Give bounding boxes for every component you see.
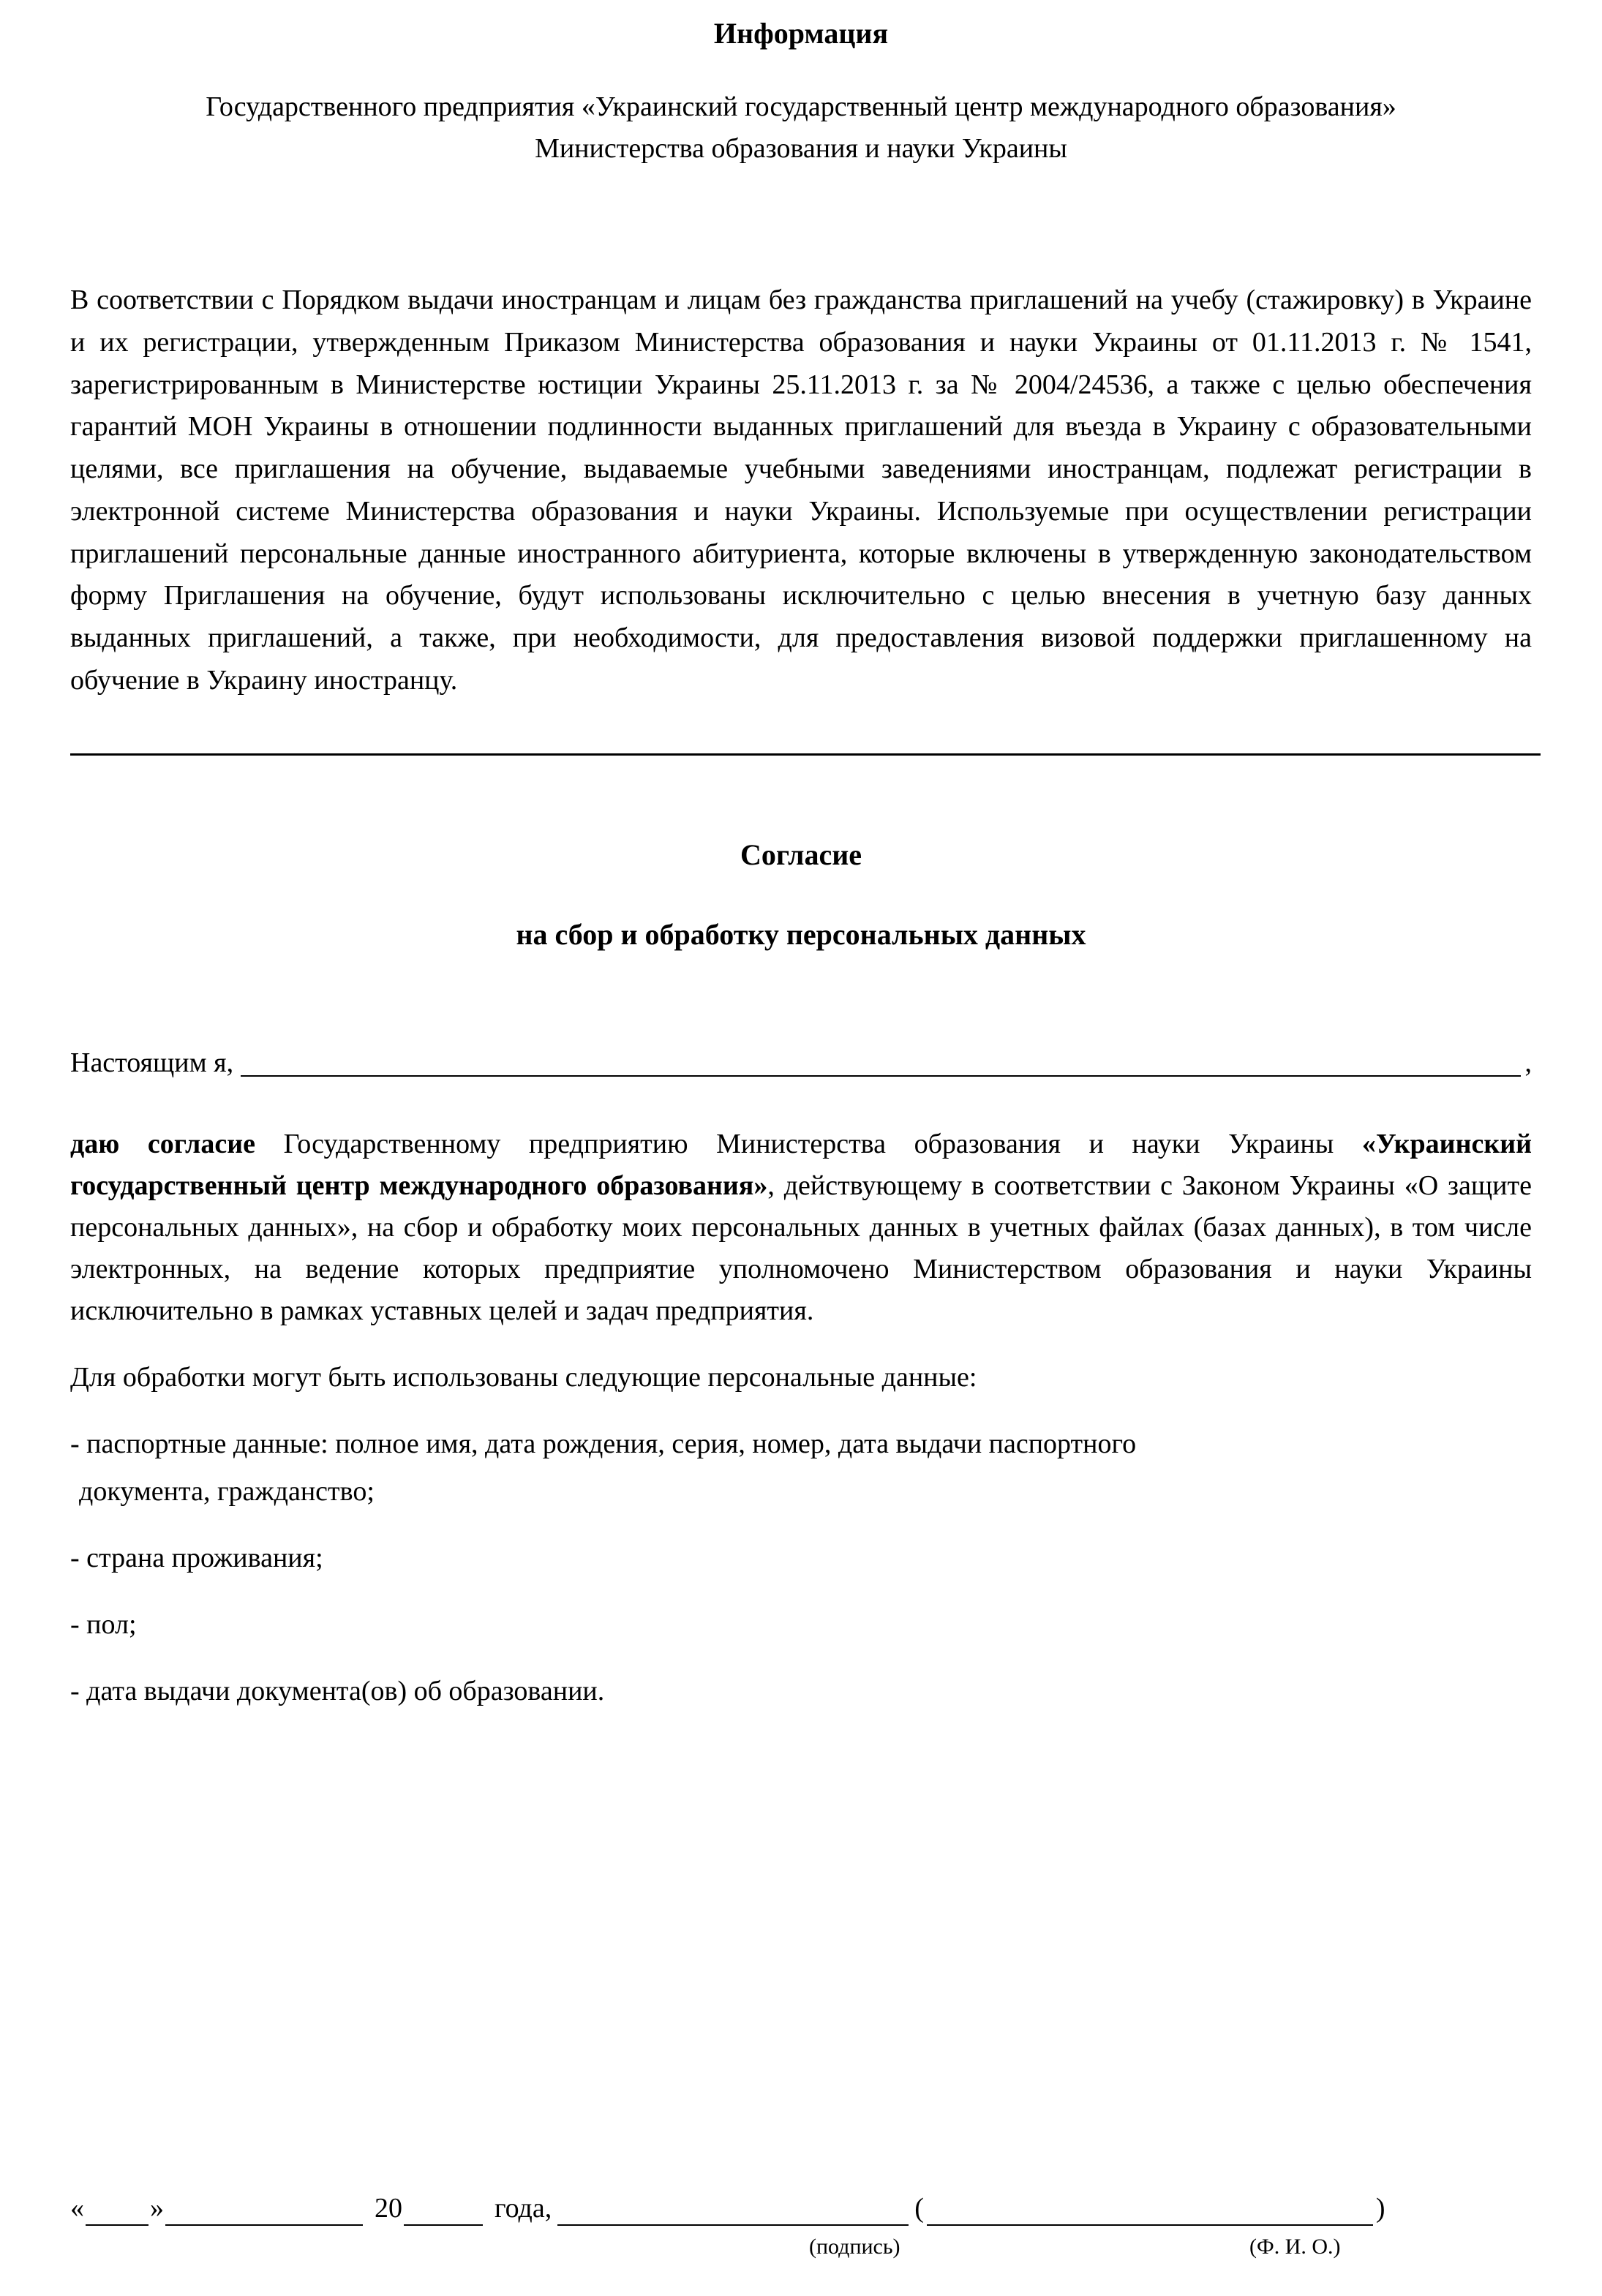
- consent-text-4: , действующему в соответствии с Законом Украины «О защите персональных данных», на сбор и обработку моих персональных данных в учетных файлах (базах данных), в том числе электронных, на ведение которых предприятие уполномочено Министерством образования и науки Украины исключительно в рамках уставных целей и задач предприятия.: [70, 1170, 1532, 1326]
- quote-close: »: [150, 2193, 164, 2224]
- caption-fio: (Ф. И. О.): [1249, 2235, 1341, 2259]
- month-input[interactable]: [165, 2202, 363, 2226]
- spacer: [70, 756, 1532, 838]
- paren-close: ): [1375, 2193, 1385, 2224]
- list-item: - пол;: [70, 1608, 137, 1640]
- consent-org-bold: «Украинский государственный центр международного образования»: [70, 1128, 1533, 1201]
- year-prefix: 20: [375, 2193, 402, 2224]
- list-item: документа, гражданство;: [79, 1475, 375, 1507]
- spacer: [70, 952, 1532, 1044]
- list-item: - страна проживания;: [70, 1542, 323, 1573]
- intro-paragraph: В соответствии с Порядком выдачи иностранцам и лицам без гражданства приглашений на учебу (стажировку) в Украине и их регистрации, утвержденным Приказом Министерства образования и науки Украины от 01.11.2013 г. № 1541, зарегистрированным в Министерстве юстиции Украины 25.11.2013 г. за № 2004/24536, а также с целью обеспечения гарантий МОН Украины в отношении подлинности выданных приглашений для въезда в Украину с образовательными целями, все приглашения на обучение, выдаваемые учебными заведениями иностранцам, подлежат регистрации в электронной системе Министерства образования и науки Украины. Используемые при осуществлении регистрации приглашений персональные данные иностранного абитуриента, которые включены в утвержденную законодательством форму Приглашения на обучение, будут использованы исключительно с целью внесения в учетную базу данных выданных приглашений, а также, при необходимости, для предоставления визовой поддержки приглашенному на обучение в Украину иностранцу.: [70, 285, 1532, 696]
- declarant-name-input[interactable]: [241, 1053, 1520, 1077]
- year-word: года,: [494, 2193, 552, 2224]
- caption-signature: (подпись): [809, 2235, 900, 2259]
- signature-row: [70, 2192, 1532, 2226]
- consent-subtitle: на сбор и обработку персональных данных: [516, 917, 1086, 951]
- fio-input[interactable]: [927, 2202, 1373, 2226]
- signature-input[interactable]: [557, 2202, 909, 2226]
- page-title: Информация: [713, 17, 889, 50]
- organization-line: Государственного предприятия «Украинский государственный центр международного образования» Министерства образования и науки Украины: [206, 91, 1396, 164]
- signature-block: [70, 2192, 1532, 2264]
- consent-give-bold: даю согласие: [70, 1128, 255, 1159]
- signature-captions: [70, 2235, 1532, 2264]
- paren-open: (: [914, 2193, 924, 2224]
- declarant-name-comma: ,: [1524, 1047, 1532, 1078]
- day-input[interactable]: [86, 2202, 148, 2226]
- consent-title: Согласие: [740, 838, 862, 871]
- spacer: [70, 170, 1532, 279]
- year-input[interactable]: [404, 2202, 483, 2226]
- declarant-name-label: Настоящим я,: [70, 1047, 234, 1078]
- consent-paragraph: [70, 1123, 1532, 1332]
- quote-open: «: [70, 2193, 84, 2224]
- declarant-name-row: [70, 1044, 1532, 1083]
- consent-text-2: Государственному предприятию Министерства образования и науки Украины: [255, 1128, 1362, 1159]
- list-item: - дата выдачи документа(ов) об образовании.: [70, 1675, 605, 1706]
- list-intro: Для обработки могут быть использованы следующие персональные данные:: [70, 1361, 977, 1393]
- list-item: - паспортные данные: полное имя, дата рождения, серия, номер, дата выдачи паспортного: [70, 1428, 1137, 1459]
